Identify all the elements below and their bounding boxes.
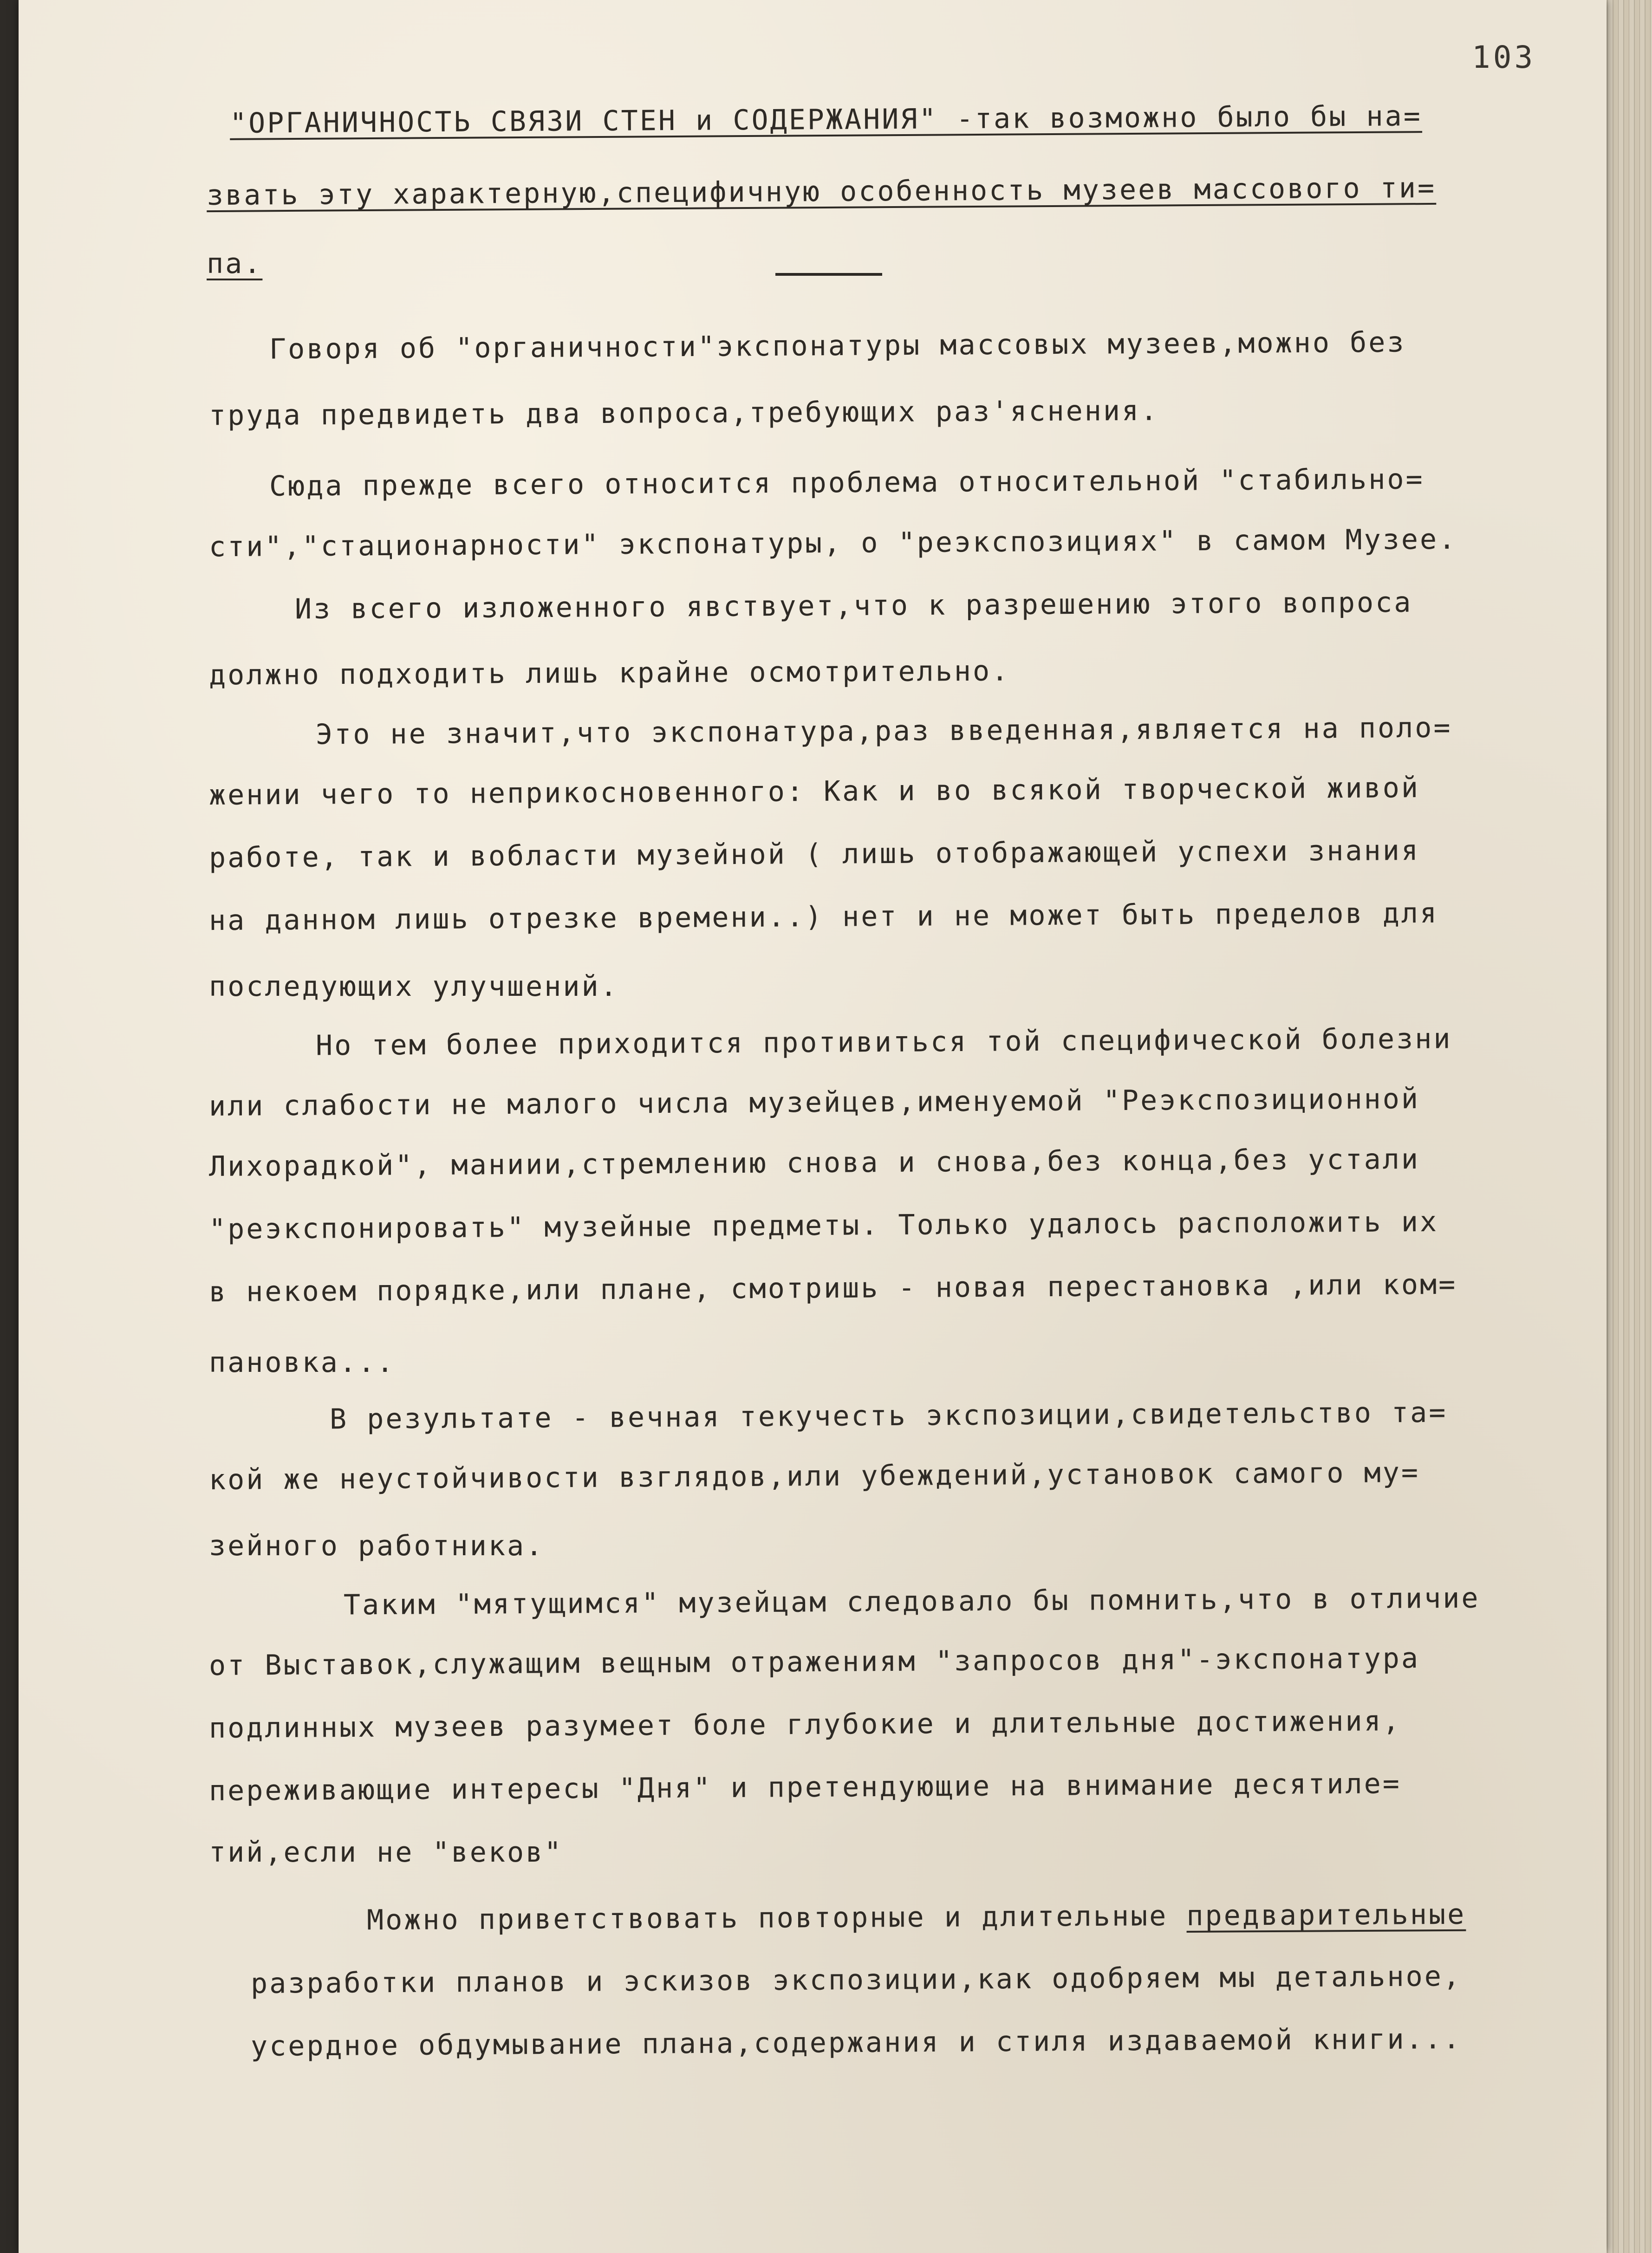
body-line-3: Сюда прежде всего относится проблема относительной "стабильно= bbox=[269, 463, 1424, 503]
body-line-2: труда предвидеть два вопроса,требующих раз'яснения. bbox=[208, 394, 1159, 432]
body-line-10: на данном лишь отрезке времени..) нет и не может быть пределов для bbox=[208, 896, 1439, 937]
body-line-19: кой же неустойчивости взглядов,или убеждений,установок самого му= bbox=[208, 1456, 1420, 1496]
body-line-5: Из всего изложенного явствует,что к разрешению этого вопроса bbox=[294, 586, 1413, 626]
body-line-14: Лихорадкой", маниии,стремлению снова и снова,без конца,без устали bbox=[208, 1143, 1420, 1183]
body-line-9: работе, так и вобласти музейной ( лишь отображающей успехи знания bbox=[208, 834, 1420, 874]
body-line-15: "реэкспонировать" музейные предметы. Только удалось расположить их bbox=[208, 1205, 1439, 1246]
closing-line-1-text: Можно приветствовать повторные и длительные bbox=[366, 1899, 1187, 1937]
body-line-18: В результате - вечная текучесть экспозиции,свидетельство та= bbox=[329, 1396, 1448, 1436]
body-line-6: должно подходить лишь крайне осмотрительно. bbox=[208, 655, 1010, 692]
heading-line-1: "ОРГАНИЧНОСТЬ СВЯЗИ СТЕН и СОДЕРЖАНИЯ" -так возможно было бы на= bbox=[229, 100, 1423, 140]
heading-divider bbox=[775, 273, 882, 276]
body-line-8: жении чего то неприкосновенного: Как и во всякой творческой живой bbox=[208, 772, 1420, 812]
body-line-20: зейного работника. bbox=[209, 1530, 545, 1562]
body-line-25: тий,если не "веков" bbox=[209, 1836, 563, 1869]
body-line-13: или слабости не малого числа музейцев,именуемой "Реэкспозиционной bbox=[208, 1083, 1420, 1123]
body-line-23: подлинных музеев разумеет боле глубокие и длительные достижения, bbox=[208, 1705, 1402, 1745]
body-line-24: переживающие интересы "Дня" и претендующие на внимание десятиле= bbox=[208, 1767, 1402, 1807]
document-page bbox=[19, 0, 1606, 2253]
closing-line-3: усердное обдумывание плана,содержания и стиля издаваемой книги... bbox=[250, 2023, 1462, 2063]
body-line-4: сти","стационарности" экспонатуры, о "реэкспозициях" в самом Музее. bbox=[208, 523, 1457, 564]
closing-line-1 bbox=[366, 1898, 1466, 1937]
heading-line-3: па. bbox=[207, 247, 263, 280]
body-line-21: Таким "мятущимся" музейцам следовало бы помнить,что в отличие bbox=[343, 1582, 1480, 1622]
closing-line-2: разработки планов и эскизов экспозиции,как одобряем мы детальное, bbox=[250, 1960, 1462, 2000]
body-line-11: последующих улучшений. bbox=[209, 970, 619, 1003]
body-line-1: Говоря об "органичности"экспонатуры массовых музеев,можно без bbox=[269, 326, 1406, 366]
closing-underlined-word: предварительные bbox=[1186, 1898, 1466, 1932]
page-number: 103 bbox=[1472, 39, 1536, 75]
body-line-22: от Выставок,служащим вещным отражениям "запросов дня"-экспонатура bbox=[208, 1642, 1420, 1682]
body-line-7: Это не значит,что экспонатура,раз введенная,является на поло= bbox=[315, 711, 1452, 751]
heading-line-2: звать эту характерную,специфичную особенность музеев массового ти= bbox=[206, 171, 1437, 212]
body-line-16: в некоем порядке,или плане, смотришь - новая перестановка ,или ком= bbox=[208, 1268, 1457, 1309]
body-line-12: Но тем более приходится противиться той специфической болезни bbox=[315, 1022, 1452, 1062]
body-line-17: пановка... bbox=[209, 1346, 396, 1379]
